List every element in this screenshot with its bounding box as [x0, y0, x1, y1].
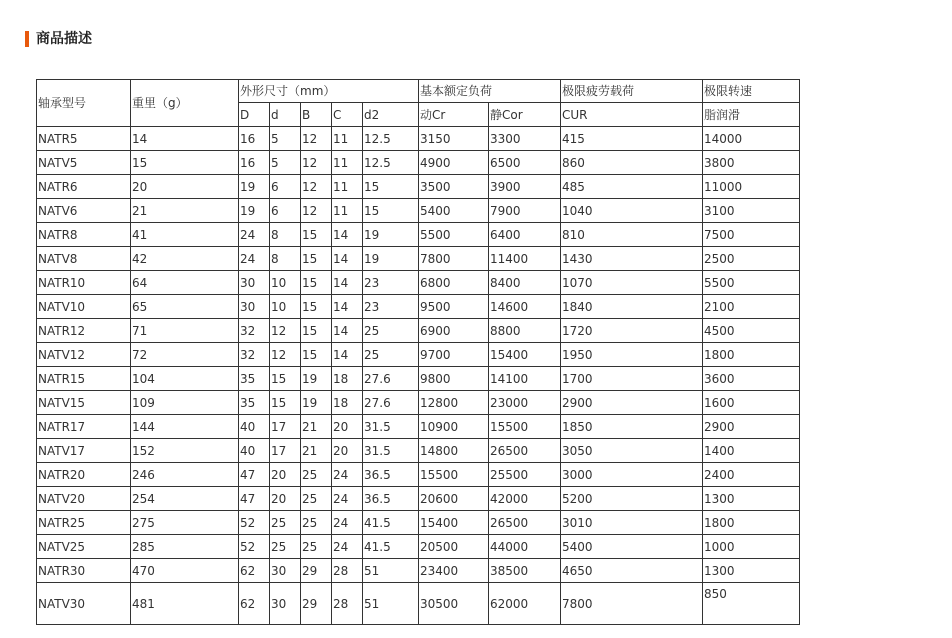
table-cell: 3000 — [561, 463, 703, 487]
table-cell: 15 — [301, 319, 332, 343]
table-cell: 15400 — [489, 343, 561, 367]
table-cell: 42000 — [489, 487, 561, 511]
table-cell: 6800 — [419, 271, 489, 295]
table-cell: NATV10 — [37, 295, 131, 319]
table-cell: 47 — [239, 463, 270, 487]
table-cell: 1700 — [561, 367, 703, 391]
table-cell: 12.5 — [363, 151, 419, 175]
table-cell: 17 — [270, 439, 301, 463]
table-row — [37, 511, 800, 535]
table-cell: 6500 — [489, 151, 561, 175]
table-cell: 5200 — [561, 487, 703, 511]
table-cell: 12 — [301, 175, 332, 199]
subheader-cur: CUR — [561, 103, 703, 127]
table-cell: 15 — [301, 247, 332, 271]
table-cell: 415 — [561, 127, 703, 151]
table-cell: 41 — [131, 223, 239, 247]
table-cell: 9700 — [419, 343, 489, 367]
table-cell: 109 — [131, 391, 239, 415]
table-cell: 1800 — [703, 343, 800, 367]
table-cell: 21 — [301, 439, 332, 463]
table-cell: 3300 — [489, 127, 561, 151]
header-fatigue: 极限疲劳载荷 — [561, 80, 703, 103]
table-cell: 15500 — [419, 463, 489, 487]
table-cell: 62000 — [489, 583, 561, 625]
table-cell: NATR25 — [37, 511, 131, 535]
table-cell: 254 — [131, 487, 239, 511]
table-cell: 2500 — [703, 247, 800, 271]
table-cell: 24 — [332, 511, 363, 535]
table-cell: 15 — [301, 295, 332, 319]
table-cell: 8400 — [489, 271, 561, 295]
table-cell: 29 — [301, 583, 332, 625]
table-cell: 10 — [270, 271, 301, 295]
table-cell: 19 — [239, 175, 270, 199]
section-title — [25, 30, 92, 48]
table-cell: 2100 — [703, 295, 800, 319]
table-cell: 2400 — [703, 463, 800, 487]
table-cell: 1600 — [703, 391, 800, 415]
table-cell: 9800 — [419, 367, 489, 391]
subheader-dynamic-cr: 动Cr — [419, 103, 489, 127]
table-cell: 12800 — [419, 391, 489, 415]
table-cell: NATV30 — [37, 583, 131, 625]
table-cell: 6 — [270, 199, 301, 223]
table-cell: 1720 — [561, 319, 703, 343]
table-cell: 6900 — [419, 319, 489, 343]
table-cell: 35 — [239, 367, 270, 391]
table-cell: 15 — [301, 343, 332, 367]
table-row — [37, 439, 800, 463]
table-cell: 14 — [131, 127, 239, 151]
table-cell: 1800 — [703, 511, 800, 535]
table-cell: 40 — [239, 415, 270, 439]
table-cell: 11000 — [703, 175, 800, 199]
header-model: 轴承型号 — [37, 80, 131, 127]
header-dimensions: 外形尺寸（mm） — [239, 80, 419, 103]
table-cell: 144 — [131, 415, 239, 439]
table-cell: 1950 — [561, 343, 703, 367]
bearing-spec-table — [36, 79, 800, 625]
table-cell: 3600 — [703, 367, 800, 391]
table-cell: 10 — [270, 295, 301, 319]
table-cell: 4650 — [561, 559, 703, 583]
table-cell: 19 — [363, 223, 419, 247]
table-cell: 27.6 — [363, 391, 419, 415]
table-cell: 26500 — [489, 511, 561, 535]
table-cell: 481 — [131, 583, 239, 625]
table-cell: 1840 — [561, 295, 703, 319]
table-cell: 860 — [561, 151, 703, 175]
subheader-d2: d2 — [363, 103, 419, 127]
table-cell: 20 — [332, 439, 363, 463]
table-cell: 1000 — [703, 535, 800, 559]
subheader-grease: 脂润滑 — [703, 103, 800, 127]
table-cell: 42 — [131, 247, 239, 271]
table-cell: 2900 — [561, 391, 703, 415]
table-cell: NATV25 — [37, 535, 131, 559]
table-cell: 19 — [301, 367, 332, 391]
table-cell: 2900 — [703, 415, 800, 439]
table-cell: 5400 — [561, 535, 703, 559]
table-row — [37, 415, 800, 439]
table-row — [37, 271, 800, 295]
table-cell: 25 — [363, 319, 419, 343]
table-cell: 19 — [301, 391, 332, 415]
table-cell: NATR8 — [37, 223, 131, 247]
table-cell: 14100 — [489, 367, 561, 391]
table-cell: 12 — [270, 343, 301, 367]
table-cell: 20600 — [419, 487, 489, 511]
table-cell: 3500 — [419, 175, 489, 199]
table-cell: 1850 — [561, 415, 703, 439]
table-cell: NATV17 — [37, 439, 131, 463]
table-cell: 12 — [301, 199, 332, 223]
table-cell: 6 — [270, 175, 301, 199]
table-cell: 14 — [332, 343, 363, 367]
table-cell: NATV8 — [37, 247, 131, 271]
table-cell: 1300 — [703, 559, 800, 583]
table-cell: NATR6 — [37, 175, 131, 199]
table-cell: 15 — [301, 271, 332, 295]
table-cell: 15 — [363, 175, 419, 199]
table-cell: 3010 — [561, 511, 703, 535]
table-cell: 62 — [239, 583, 270, 625]
table-cell: 30500 — [419, 583, 489, 625]
table-cell: 5 — [270, 127, 301, 151]
table-row — [37, 367, 800, 391]
table-cell: 3100 — [703, 199, 800, 223]
table-cell: 470 — [131, 559, 239, 583]
table-cell: 47 — [239, 487, 270, 511]
table-cell: 20 — [270, 463, 301, 487]
table-row — [37, 391, 800, 415]
table-cell: 19 — [363, 247, 419, 271]
table-cell: 30 — [239, 295, 270, 319]
table-cell: 25 — [270, 535, 301, 559]
table-cell: 20 — [131, 175, 239, 199]
subheader-B: B — [301, 103, 332, 127]
table-cell: NATV12 — [37, 343, 131, 367]
table-cell: 24 — [332, 487, 363, 511]
table-cell: NATR15 — [37, 367, 131, 391]
table-cell: NATR30 — [37, 559, 131, 583]
table-cell: 29 — [301, 559, 332, 583]
table-cell: 32 — [239, 319, 270, 343]
table-cell: 7800 — [419, 247, 489, 271]
table-cell: 15500 — [489, 415, 561, 439]
table-cell: 275 — [131, 511, 239, 535]
subheader-d: d — [270, 103, 301, 127]
table-row — [37, 151, 800, 175]
table-cell: 52 — [239, 511, 270, 535]
table-cell: 32 — [239, 343, 270, 367]
table-cell: 12 — [301, 151, 332, 175]
table-cell: 12 — [270, 319, 301, 343]
table-cell: 36.5 — [363, 487, 419, 511]
table-cell: 10900 — [419, 415, 489, 439]
subheader-static-cor: 静Cor — [489, 103, 561, 127]
table-cell: 23 — [363, 295, 419, 319]
table-cell: 11 — [332, 175, 363, 199]
table-cell: 5400 — [419, 199, 489, 223]
table-cell: 35 — [239, 391, 270, 415]
table-cell: 15 — [301, 223, 332, 247]
table-cell: 26500 — [489, 439, 561, 463]
table-cell: NATV20 — [37, 487, 131, 511]
table-row — [37, 199, 800, 223]
table-cell: 810 — [561, 223, 703, 247]
table-row — [37, 535, 800, 559]
header-load: 基本额定负荷 — [419, 80, 561, 103]
table-cell: 14 — [332, 247, 363, 271]
table-cell: 14 — [332, 223, 363, 247]
subheader-D: D — [239, 103, 270, 127]
table-cell: 14800 — [419, 439, 489, 463]
table-cell: 31.5 — [363, 439, 419, 463]
table-cell: 24 — [239, 223, 270, 247]
table-cell: 23000 — [489, 391, 561, 415]
table-cell: 11 — [332, 199, 363, 223]
table-cell: 28 — [332, 559, 363, 583]
table-cell: 20 — [270, 487, 301, 511]
table-cell: 18 — [332, 367, 363, 391]
table-row — [37, 223, 800, 247]
table-cell: NATR12 — [37, 319, 131, 343]
table-cell: 3800 — [703, 151, 800, 175]
table-cell: 65 — [131, 295, 239, 319]
table-cell: 11400 — [489, 247, 561, 271]
table-cell: 24 — [332, 463, 363, 487]
table-cell: 5 — [270, 151, 301, 175]
table-cell: 41.5 — [363, 535, 419, 559]
table-cell: 5500 — [703, 271, 800, 295]
table-row — [37, 343, 800, 367]
table-cell: 1040 — [561, 199, 703, 223]
table-cell: 1430 — [561, 247, 703, 271]
table-cell: 1300 — [703, 487, 800, 511]
table-cell: 16 — [239, 127, 270, 151]
table-cell: 41.5 — [363, 511, 419, 535]
table-row — [37, 175, 800, 199]
table-cell: 17 — [270, 415, 301, 439]
table-cell: 25 — [363, 343, 419, 367]
table-cell: 5500 — [419, 223, 489, 247]
table-row — [37, 127, 800, 151]
table-cell: 24 — [332, 535, 363, 559]
table-cell: 1070 — [561, 271, 703, 295]
table-cell: 72 — [131, 343, 239, 367]
table-cell: 14 — [332, 319, 363, 343]
table-row — [37, 559, 800, 583]
header-speed: 极限转速 — [703, 80, 800, 103]
table-cell: 15 — [270, 391, 301, 415]
section-title-text: 商品描述 — [36, 31, 92, 47]
table-cell: 71 — [131, 319, 239, 343]
table-cell: 4500 — [703, 319, 800, 343]
table-cell: 15 — [363, 199, 419, 223]
table-cell: 246 — [131, 463, 239, 487]
table-cell: 12 — [301, 127, 332, 151]
table-cell: 30 — [270, 583, 301, 625]
table-cell: 51 — [363, 559, 419, 583]
table-cell: 20500 — [419, 535, 489, 559]
table-cell: 15 — [131, 151, 239, 175]
table-cell: 104 — [131, 367, 239, 391]
table-cell: NATR5 — [37, 127, 131, 151]
table-cell: 27.6 — [363, 367, 419, 391]
table-cell: 52 — [239, 535, 270, 559]
table-body — [37, 80, 800, 625]
table-cell: 30 — [239, 271, 270, 295]
table-cell: 14 — [332, 295, 363, 319]
table-cell: 11 — [332, 127, 363, 151]
table-cell: 25 — [301, 535, 332, 559]
table-cell: NATR10 — [37, 271, 131, 295]
table-row — [37, 247, 800, 271]
table-cell: 16 — [239, 151, 270, 175]
table-cell: 64 — [131, 271, 239, 295]
table-cell: 7500 — [703, 223, 800, 247]
table-cell: 7800 — [561, 583, 703, 625]
table-cell: 850 — [703, 583, 800, 625]
table-cell: 485 — [561, 175, 703, 199]
table-cell: 14000 — [703, 127, 800, 151]
table-cell: NATV6 — [37, 199, 131, 223]
table-cell: 25 — [301, 487, 332, 511]
table-row — [37, 583, 800, 625]
table-cell: 44000 — [489, 535, 561, 559]
table-cell: 9500 — [419, 295, 489, 319]
table-cell: 62 — [239, 559, 270, 583]
table-cell: 51 — [363, 583, 419, 625]
table-cell: 4900 — [419, 151, 489, 175]
table-row — [37, 487, 800, 511]
table-cell: 8 — [270, 223, 301, 247]
table-cell: 21 — [131, 199, 239, 223]
table-cell: 11 — [332, 151, 363, 175]
table-cell: 8800 — [489, 319, 561, 343]
table-cell: 21 — [301, 415, 332, 439]
table-cell: 15400 — [419, 511, 489, 535]
title-accent-bar — [25, 31, 29, 47]
table-cell: 24 — [239, 247, 270, 271]
table-cell: NATR20 — [37, 463, 131, 487]
table-cell: 30 — [270, 559, 301, 583]
table-cell: 285 — [131, 535, 239, 559]
table-cell: 20 — [332, 415, 363, 439]
subheader-C: C — [332, 103, 363, 127]
table-cell: 3150 — [419, 127, 489, 151]
table-cell: 25 — [270, 511, 301, 535]
table-row — [37, 295, 800, 319]
table-cell: 6400 — [489, 223, 561, 247]
table-cell: 19 — [239, 199, 270, 223]
table-row — [37, 319, 800, 343]
table-cell: 3050 — [561, 439, 703, 463]
table-cell: 25500 — [489, 463, 561, 487]
table-cell: 8 — [270, 247, 301, 271]
table-cell: NATR17 — [37, 415, 131, 439]
table-cell: 40 — [239, 439, 270, 463]
table-cell: NATV15 — [37, 391, 131, 415]
header-row — [37, 80, 800, 103]
table-cell: 152 — [131, 439, 239, 463]
table-cell: 23400 — [419, 559, 489, 583]
table-cell: 28 — [332, 583, 363, 625]
table-cell: 36.5 — [363, 463, 419, 487]
table-cell: NATV5 — [37, 151, 131, 175]
table-cell: 25 — [301, 511, 332, 535]
table-cell: 7900 — [489, 199, 561, 223]
table-cell: 14 — [332, 271, 363, 295]
table-cell: 1400 — [703, 439, 800, 463]
table-cell: 38500 — [489, 559, 561, 583]
table-row — [37, 463, 800, 487]
table-cell: 14600 — [489, 295, 561, 319]
table-cell: 25 — [301, 463, 332, 487]
table-cell: 12.5 — [363, 127, 419, 151]
table-cell: 18 — [332, 391, 363, 415]
table-cell: 23 — [363, 271, 419, 295]
table-cell: 31.5 — [363, 415, 419, 439]
table-cell: 3900 — [489, 175, 561, 199]
table-cell: 15 — [270, 367, 301, 391]
header-weight: 重里（g） — [131, 80, 239, 127]
